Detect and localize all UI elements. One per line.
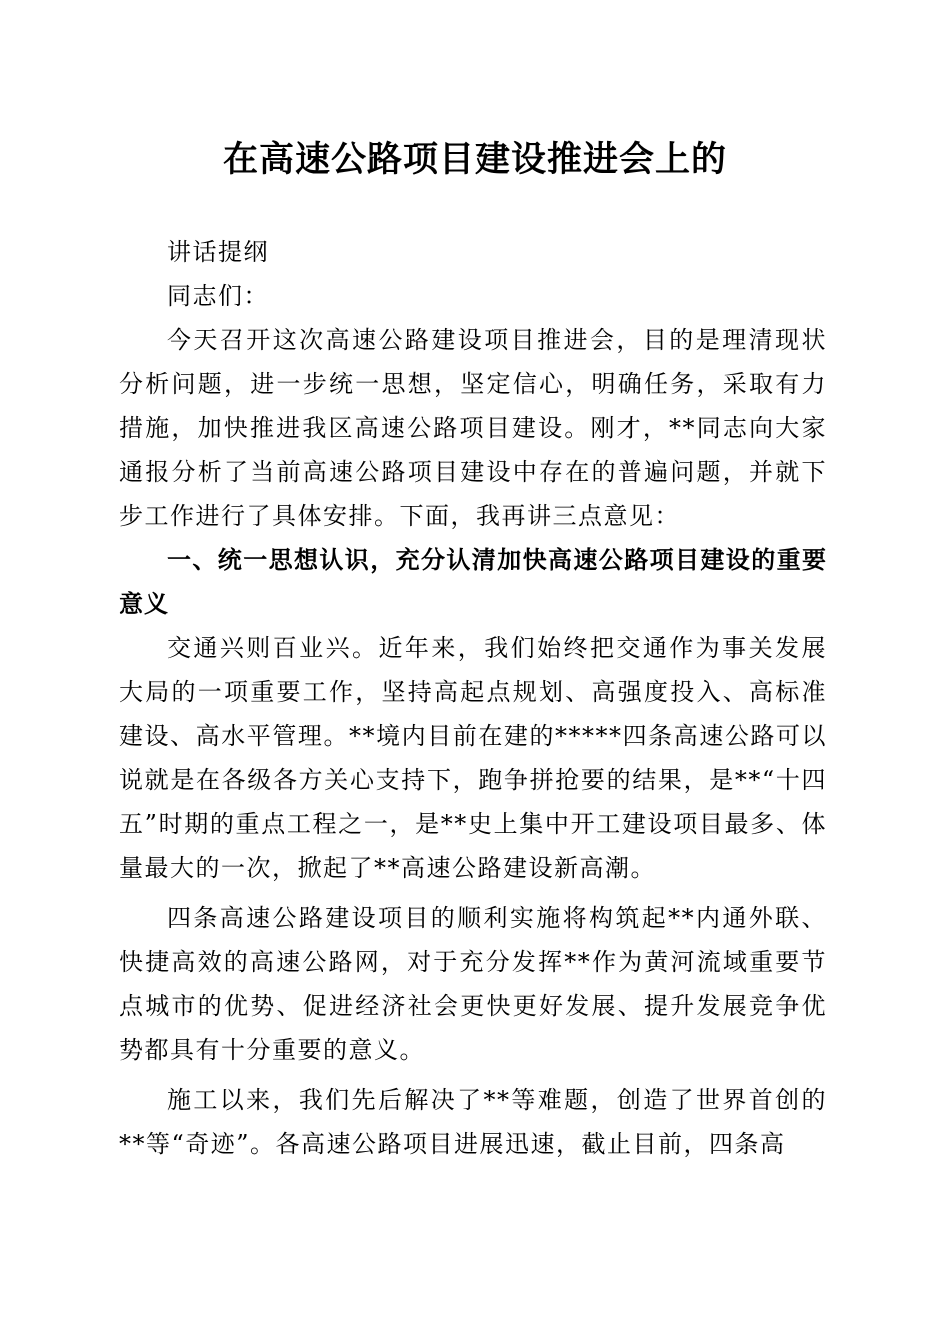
salutation: 同志们：: [167, 282, 269, 310]
document-body: [119, 230, 827, 1166]
paragraph-intro: 今天召开这次高速公路建设项目推进会，目的是理清现状分析问题，进一步统一思想，坚定信心，明确任务，采取有力措施，加快推进我区高速公路项目建设。刚才，**同志向大家通报分析了当前高速公路项目建设中存在的普遍问题，并就下步工作进行了具体安排。下面，我再讲三点意见：: [119, 326, 827, 530]
paragraph-progress: 施工以来，我们先后解决了**等难题，创造了世界首创的**等“奇迹”。各高速公路项目进展迅速，截止目前，四条高: [119, 1086, 827, 1158]
section-heading-1: 一、统一思想认识，充分认清加快高速公路项目建设的重要意义: [119, 546, 827, 618]
document-subtitle: 讲话提纲: [167, 238, 269, 266]
document-title: 在高速公路项目建设推进会上的: [222, 139, 727, 180]
paragraph-transport: 交通兴则百业兴。近年来，我们始终把交通作为事关发展大局的一项重要工作，坚持高起点规划、高强度投入、高标准建设、高水平管理。**境内目前在建的*****四条高速公路可以说就是在各级各方关心支持下，跑争拼抢要的结果，是**“十四五”时期的重点工程之一，是**史上集中开工建设项目最多、体量最大的一次，掀起了**高速公路建设新高潮。: [119, 634, 827, 882]
paragraph-network: 四条高速公路建设项目的顺利实施将构筑起**内通外联、快捷高效的高速公路网，对于充分发挥**作为黄河流域重要节点城市的优势、促进经济社会更快更好发展、提升发展竞争优势都具有十分重要的意义。: [119, 904, 827, 1064]
